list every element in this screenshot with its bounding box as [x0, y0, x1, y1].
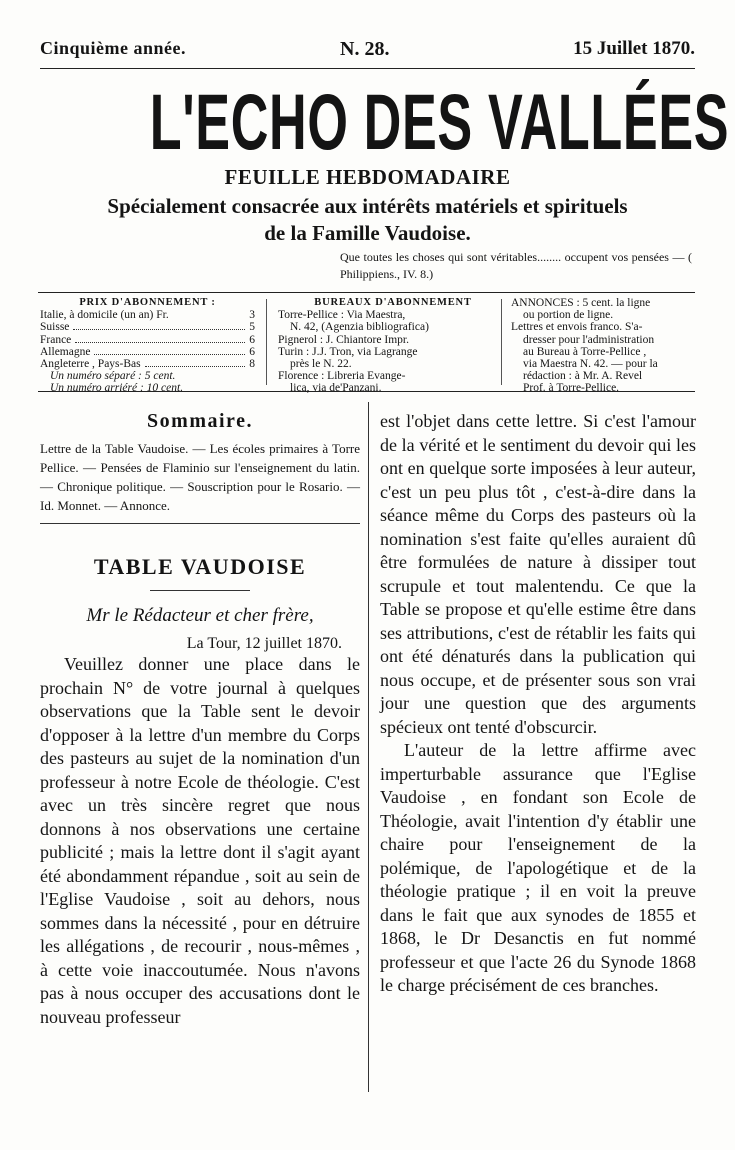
- bureaux-line: Turin : J.J. Tron, via Lagrange: [278, 345, 418, 358]
- title-rule: [150, 590, 250, 591]
- sommaire-text: Lettre de la Table Vaudoise. — Les écoles primaires à Torre Pellice. — Pensées de Flaminio sur l'enseignement du latin. — Chronique politique. — Souscription pour le Rosario. — Id. Monnet. — Annonce.: [40, 441, 360, 513]
- annonces-line: au Bureau à Torre-Pellice ,: [523, 345, 647, 358]
- price-label: France: [40, 333, 72, 346]
- header-rule: [40, 68, 695, 69]
- annonces-line: Prof. à Torre-Pellice.: [523, 382, 620, 395]
- subscription-info-box: [38, 292, 695, 395]
- price-value: 5: [249, 321, 255, 334]
- masthead-title: L'ECHO DES VALLÉES: [149, 77, 730, 166]
- annonces-line: Lettres et envois franco. S'a-: [511, 321, 643, 334]
- tagline-line-2: de la Famille Vaudoise.: [264, 221, 471, 245]
- issue-header: [40, 38, 695, 64]
- price-row: [40, 321, 255, 333]
- place-date: La Tour, 12 juillet 1870.: [186, 635, 342, 652]
- article-paragraph: Veuillez donner une place dans le prochain N° de votre journal à quelques observations que la Table sent le devoir d'opposer à la lettre d'un membre du Corps des pasteurs au sujet de la nomination d'un professeur à notre Ecole de théologie. C'est avec un très sincère regret que nous donnons à nos observations une certaine publicité ; mais la lettre dont il s'agit ayant été abondamment répandue , soit au sein de l'Eglise Vaudoise , soit au dehors, nous sommes dans la nécessité , pour en détruire les allégations , de recourir , nous-mêmes , à cette voie inaccoutumée. Nous n'avons pas à nous occuper des accusations dont le nouveau professeur: [40, 654, 360, 1027]
- right-column: [380, 410, 696, 998]
- back-issue-price: Un numéro arriéré : 10 cent.: [50, 382, 184, 395]
- leader-dots: [75, 334, 245, 343]
- bureaux-line: lica, via de'Panzani.: [290, 382, 382, 395]
- motto: Que toutes les choses qui sont véritables........ occupent vos pensées — ( Philippiens., IV. 8.): [340, 250, 692, 281]
- price-row: [40, 346, 255, 358]
- prices-column: [40, 297, 255, 395]
- price-row: [40, 334, 255, 346]
- annonces-line: rédaction : à Mr. A. Revel: [523, 370, 643, 383]
- masthead-subtitle: FEUILLE HEBDOMADAIRE: [224, 165, 511, 189]
- leader-dots: [94, 346, 245, 355]
- prices-heading: PRIX D'ABONNEMENT :: [79, 297, 216, 308]
- column-divider: [266, 299, 267, 385]
- price-value: 6: [249, 333, 255, 346]
- issue-date: 15 Juillet 1870.: [573, 38, 695, 59]
- price-label: Angleterre , Pays-Bas: [40, 358, 141, 371]
- sommaire-title: Sommaire.: [147, 410, 253, 432]
- price-label: Suisse: [40, 321, 70, 334]
- bureaux-column: [278, 297, 508, 395]
- annonces-line: ANNONCES : 5 cent. la ligne: [511, 297, 651, 309]
- left-column: [40, 400, 360, 1029]
- column-divider: [501, 299, 502, 385]
- single-issue-price: Un numéro séparé : 5 cent.: [50, 370, 176, 383]
- section-divider: [40, 523, 360, 524]
- article-paragraph: est l'objet dans cette lettre. Si c'est l'amour de la vérité et le sentiment du devoir qui les ont en quelque sorte imposées à leur auteur, c'est un peu plus tôt , c'est-à-dire dans la séance même du Corps des pasteurs où la nomination s'est faite qu'elles auraient dû être formulées de nature à dissiper tout scrupule et tout malentendu. Ce que la Table se propose et qu'elle estime être dans ses attributions, c'est de rétablir les faits qui ont été dénaturés dans la publication qui nous occupe, et de présenter sous son vrai jour une question que des arguments spécieux ont tenté d'obscurcir.: [380, 411, 696, 737]
- tagline-line-1: Spécialement consacrée aux intérêts matériels et spirituels: [107, 194, 628, 218]
- bureaux-line: Florence : Libreria Evange-: [278, 370, 406, 383]
- price-row: [40, 358, 255, 370]
- bureaux-heading: BUREAUX D'ABONNEMENT: [314, 297, 472, 308]
- price-row: [40, 309, 255, 321]
- annonces-line: dresser pour l'administration: [523, 333, 655, 346]
- column-separator: [368, 402, 369, 1092]
- bureaux-line: N. 42, (Agenzia bibliografica): [290, 321, 429, 334]
- masthead-tagline: [40, 193, 695, 247]
- price-label: Allemagne: [40, 345, 91, 358]
- annonces-column: [511, 297, 695, 395]
- issue-number: N. 28.: [340, 38, 390, 60]
- article-title: TABLE VAUDOISE: [93, 554, 307, 579]
- bureaux-line: Pignerol : J. Chiantore Impr.: [278, 333, 409, 346]
- bureaux-line: Torre-Pellice : Via Maestra,: [278, 309, 406, 322]
- price-label: Italie, à domicile (un an) Fr.: [40, 309, 169, 322]
- salutation: Mr le Rédacteur et cher frère,: [86, 605, 314, 626]
- leader-dots: [73, 321, 245, 330]
- annonces-line: via Maestra N. 42. — pour la: [523, 358, 658, 371]
- leader-dots: [145, 358, 246, 367]
- annonces-line: ou portion de ligne.: [523, 309, 614, 322]
- edition-label: Cinquième année.: [40, 38, 187, 58]
- price-value: 6: [249, 345, 255, 358]
- price-value: 3: [249, 309, 255, 322]
- article-paragraph: L'auteur de la lettre affirme avec imperturbable assurance que l'Eglise Vaudoise , en fondant son Ecole de Théologie, avait l'intention d'y établir une chaire pour l'enseignement de la polémique, de l'apologétique et de la théologie pratique ; il en voit la preuve dans le fait que aux synodes de 1855 et 1868, le Dr Desanctis en fut nommé professeur et que l'acte 26 du Synode 1868 le charge précisément de ces branches.: [380, 740, 696, 995]
- bureaux-line: près le N. 22.: [290, 358, 352, 371]
- price-value: 8: [249, 358, 255, 371]
